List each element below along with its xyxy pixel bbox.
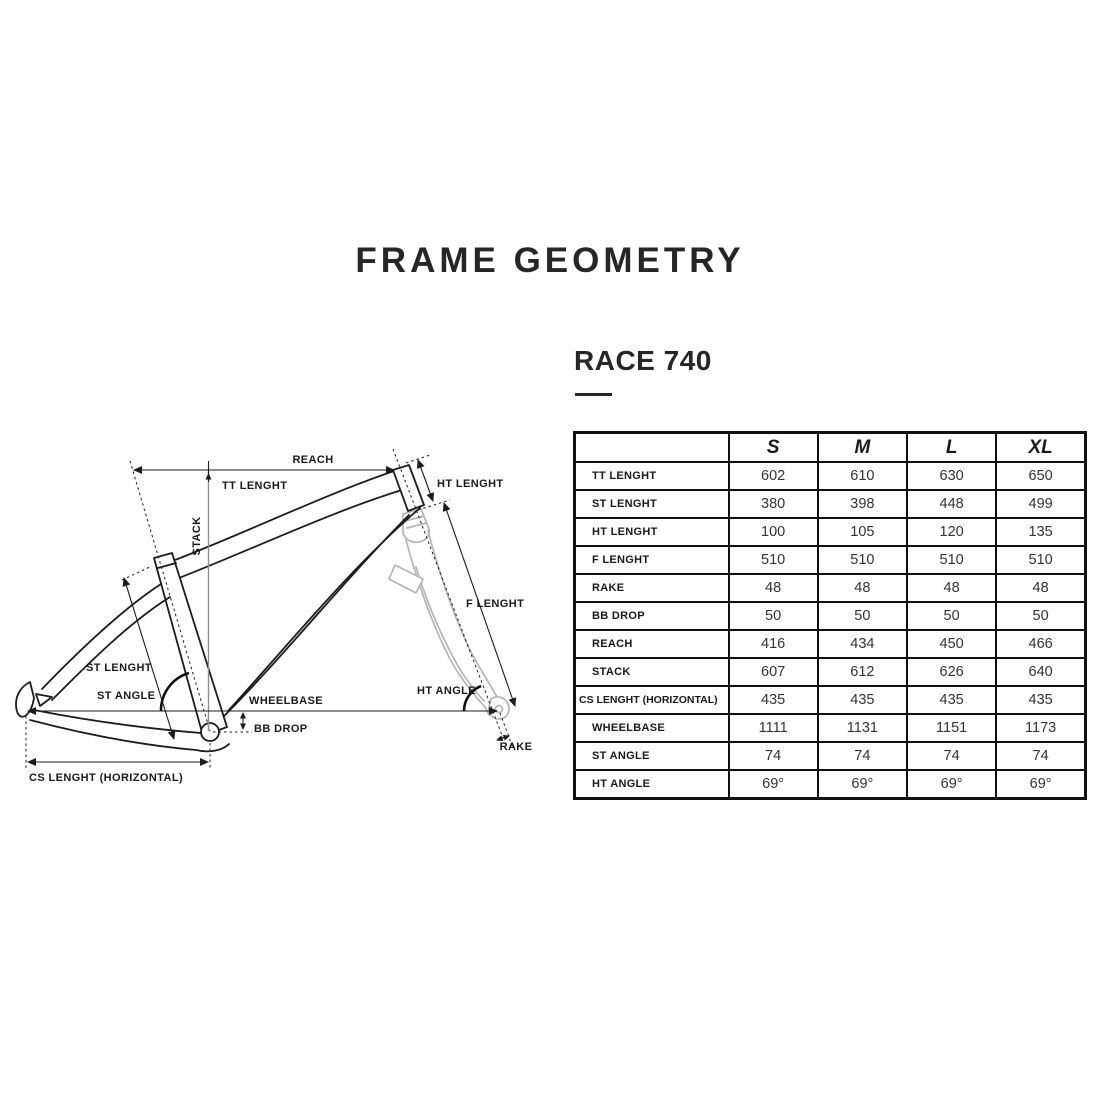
table-row bbox=[575, 574, 1086, 602]
rake-label: RAKE bbox=[499, 741, 533, 753]
value-cell: 510 bbox=[818, 546, 907, 574]
value-cell: 1111 bbox=[729, 714, 818, 742]
row-label: HT LENGHT bbox=[575, 518, 729, 546]
page-title: FRAME GEOMETRY bbox=[355, 241, 745, 280]
table-row bbox=[575, 686, 1086, 714]
value-cell: 100 bbox=[729, 518, 818, 546]
fork-leg-outer bbox=[428, 531, 501, 707]
row-label: WHEELBASE bbox=[575, 714, 729, 742]
value-cell: 510 bbox=[729, 546, 818, 574]
value-cell: 48 bbox=[818, 574, 907, 602]
value-cell: 74 bbox=[907, 742, 996, 770]
value-cell: 607 bbox=[729, 658, 818, 686]
reach-label: REACH bbox=[292, 454, 334, 466]
rake-dimension-line bbox=[497, 736, 509, 740]
value-cell: 69° bbox=[818, 770, 907, 799]
value-cell: 74 bbox=[729, 742, 818, 770]
value-cell: 610 bbox=[818, 462, 907, 490]
value-cell: 435 bbox=[907, 686, 996, 714]
st-top-guide bbox=[122, 566, 152, 580]
table-row bbox=[575, 462, 1086, 490]
bb-drop-label: BB DROP bbox=[254, 723, 308, 735]
chainstay-upper bbox=[34, 710, 201, 733]
model-title: RACE 740 bbox=[574, 345, 712, 376]
value-cell: 612 bbox=[818, 658, 907, 686]
frame-drawing bbox=[16, 465, 424, 751]
table-row bbox=[575, 770, 1086, 799]
table-row bbox=[575, 630, 1086, 658]
value-cell: 50 bbox=[818, 602, 907, 630]
value-cell: 74 bbox=[996, 742, 1085, 770]
column-header-l: L bbox=[907, 433, 996, 463]
value-cell: 48 bbox=[907, 574, 996, 602]
value-cell: 650 bbox=[996, 462, 1085, 490]
table-row bbox=[575, 518, 1086, 546]
value-cell: 398 bbox=[818, 490, 907, 518]
value-cell: 48 bbox=[729, 574, 818, 602]
st-angle-label: ST ANGLE bbox=[97, 690, 156, 702]
row-label: F LENGHT bbox=[575, 546, 729, 574]
value-cell: 640 bbox=[996, 658, 1085, 686]
value-cell: 380 bbox=[729, 490, 818, 518]
value-cell: 69° bbox=[996, 770, 1085, 799]
bottom-bracket bbox=[201, 723, 219, 741]
seat-stay-lower bbox=[52, 597, 170, 700]
column-header-m: M bbox=[818, 433, 907, 463]
fork-arch bbox=[389, 565, 423, 593]
value-cell: 448 bbox=[907, 490, 996, 518]
stack-label: STACK bbox=[191, 516, 203, 556]
value-cell: 1151 bbox=[907, 714, 996, 742]
value-cell: 450 bbox=[907, 630, 996, 658]
table-row bbox=[575, 714, 1086, 742]
value-cell: 50 bbox=[996, 602, 1085, 630]
wheelbase-label: WHEELBASE bbox=[249, 695, 323, 707]
derailleur-hanger bbox=[36, 694, 52, 706]
table-row bbox=[575, 602, 1086, 630]
row-label: STACK bbox=[575, 658, 729, 686]
value-cell: 602 bbox=[729, 462, 818, 490]
value-cell: 50 bbox=[907, 602, 996, 630]
value-cell: 510 bbox=[907, 546, 996, 574]
corner-cell bbox=[575, 433, 729, 463]
table-row bbox=[575, 546, 1086, 574]
ht-lenght-label: HT LENGHT bbox=[437, 478, 504, 490]
value-cell: 416 bbox=[729, 630, 818, 658]
value-cell: 435 bbox=[729, 686, 818, 714]
value-cell: 434 bbox=[818, 630, 907, 658]
cs-lenght-label: CS LENGHT (HORIZONTAL) bbox=[28, 772, 184, 784]
table-row bbox=[575, 490, 1086, 518]
value-cell: 435 bbox=[818, 686, 907, 714]
row-label: CS LENGHT (HORIZONTAL) bbox=[575, 686, 729, 714]
row-label: ST LENGHT bbox=[575, 490, 729, 518]
table-row bbox=[575, 658, 1086, 686]
value-cell: 1173 bbox=[996, 714, 1085, 742]
value-cell: 69° bbox=[729, 770, 818, 799]
row-label: REACH bbox=[575, 630, 729, 658]
value-cell: 510 bbox=[996, 546, 1085, 574]
value-cell: 105 bbox=[818, 518, 907, 546]
value-cell: 466 bbox=[996, 630, 1085, 658]
value-cell: 74 bbox=[818, 742, 907, 770]
geometry-table bbox=[573, 431, 1087, 800]
ht-top-guide bbox=[406, 455, 430, 463]
value-cell: 135 bbox=[996, 518, 1085, 546]
frame-diagram bbox=[0, 430, 570, 800]
table-header-row bbox=[575, 433, 1086, 463]
row-label: ST ANGLE bbox=[575, 742, 729, 770]
value-cell: 120 bbox=[907, 518, 996, 546]
row-label: RAKE bbox=[575, 574, 729, 602]
column-header-xl: XL bbox=[996, 433, 1085, 463]
tt-lenght-label: TT LENGHT bbox=[222, 480, 288, 492]
st-angle-arc bbox=[161, 673, 189, 711]
value-cell: 48 bbox=[996, 574, 1085, 602]
model-title-underline bbox=[575, 393, 612, 396]
value-cell: 1131 bbox=[818, 714, 907, 742]
value-cell: 69° bbox=[907, 770, 996, 799]
row-label: BB DROP bbox=[575, 602, 729, 630]
f-lenght-label: F LENGHT bbox=[466, 598, 525, 610]
column-header-s: S bbox=[729, 433, 818, 463]
table-row bbox=[575, 742, 1086, 770]
row-label: HT ANGLE bbox=[575, 770, 729, 799]
st-lenght-label: ST LENGHT bbox=[86, 662, 152, 674]
value-cell: 626 bbox=[907, 658, 996, 686]
value-cell: 435 bbox=[996, 686, 1085, 714]
value-cell: 630 bbox=[907, 462, 996, 490]
value-cell: 499 bbox=[996, 490, 1085, 518]
ht-angle-label: HT ANGLE bbox=[417, 685, 477, 697]
row-label: TT LENGHT bbox=[575, 462, 729, 490]
value-cell: 50 bbox=[729, 602, 818, 630]
